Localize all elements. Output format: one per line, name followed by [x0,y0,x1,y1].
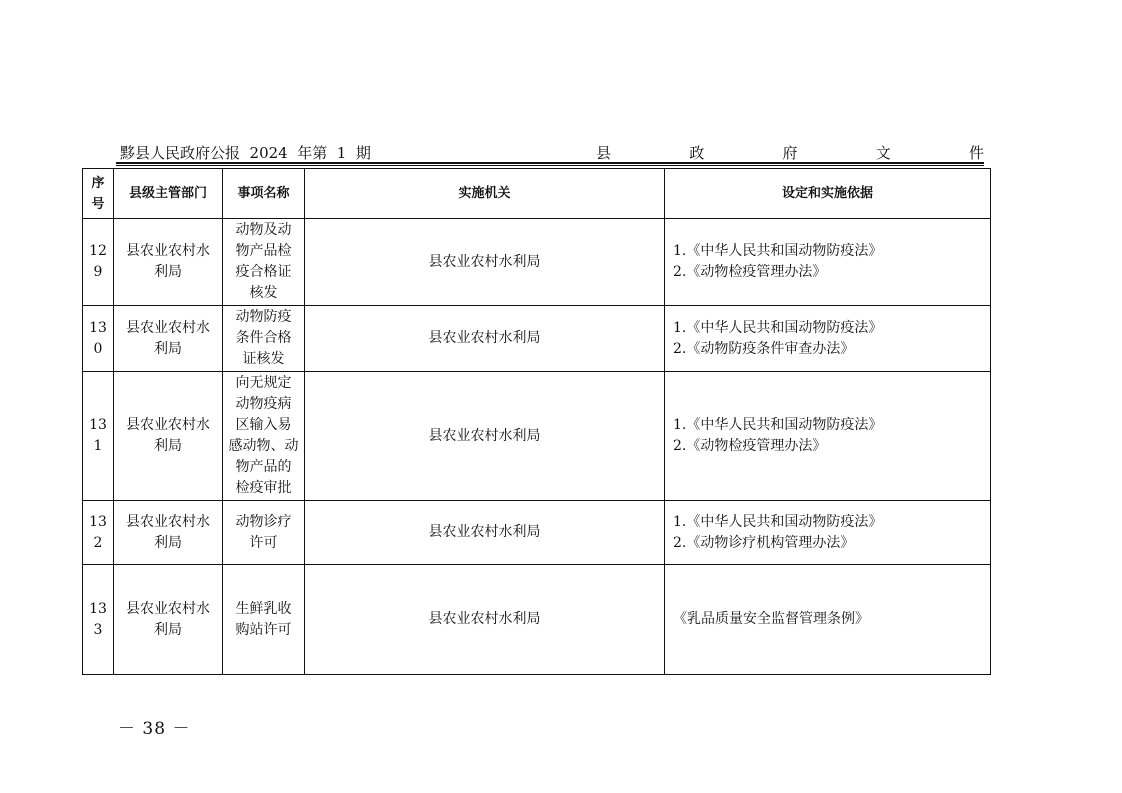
cell-item-name [223,306,305,372]
cell-item-name-line: 物产品检 [235,243,292,259]
approval-items-table [82,168,991,675]
cell-legal-basis-line: 《乳品质量安全监督管理条例》 [673,611,869,627]
cell-department-line: 县农业农村水 [126,417,210,433]
cell-index-line: 3 [93,621,103,638]
col-header-item: 事项名称 [223,169,305,219]
cell-item-name [223,372,305,501]
cell-index-line: 9 [93,264,103,280]
cell-index-line: 0 [93,340,103,357]
cell-department-line: 利局 [154,621,182,638]
cell-legal-basis-line: 2.《动物检疫管理办法》 [673,264,827,280]
cell-implementing-org: 县农业农村水利局 [305,219,665,306]
cell-legal-basis [665,565,991,675]
cell-legal-basis [665,219,991,306]
table-row [83,565,991,675]
cell-department-line: 县农业农村水 [126,513,210,530]
cell-legal-basis-line: 1.《中华人民共和国动物防疫法》 [673,243,883,259]
cell-item-name-line: 动物防疫 [235,309,292,325]
cell-index [83,306,114,372]
cell-department [114,219,223,306]
cell-implementing-org: 县农业农村水利局 [305,372,665,501]
cell-index-line: 13 [89,600,107,617]
page-number: － 38 － [118,719,191,739]
doc-type-char: 文 [875,144,891,162]
cell-item-name-line: 动物疫病 [235,396,292,412]
table-row [83,306,991,372]
cell-index [83,372,114,501]
cell-item-name-line: 向无规定 [235,375,292,391]
cell-department-line: 利局 [154,438,182,454]
cell-item-name-line: 物产品的 [235,459,292,475]
cell-item-name-line: 生鲜乳收 [235,600,292,617]
cell-item-name [223,501,305,565]
cell-index [83,219,114,306]
cell-department-line: 利局 [154,264,182,280]
col-header-idx-line: 号 [91,196,105,212]
cell-index-line: 13 [89,319,107,336]
cell-department [114,501,223,565]
page-header [116,140,984,162]
cell-index-line: 2 [93,534,103,551]
col-header-idx [83,169,114,219]
cell-department-line: 县农业农村水 [126,319,210,336]
cell-item-name-line: 许可 [249,534,278,551]
cell-item-name [223,219,305,306]
col-header-dept: 县级主管部门 [114,169,223,219]
cell-index-line: 13 [89,513,107,530]
doc-type-char: 政 [689,144,705,162]
cell-department-line: 利局 [154,534,182,551]
cell-item-name-line: 证核发 [242,351,285,367]
table-body [83,219,991,675]
doc-type-char: 县 [596,144,612,162]
table-header-row [83,169,991,219]
cell-department-line: 利局 [154,340,182,357]
col-header-basis: 设定和实施依据 [665,169,991,219]
col-header-idx-line: 序 [91,175,105,191]
cell-legal-basis [665,501,991,565]
cell-index-line: 12 [89,243,107,259]
cell-legal-basis [665,306,991,372]
cell-item-name [223,565,305,675]
cell-index-line: 1 [93,438,103,454]
cell-item-name-line: 疫合格证 [235,264,292,280]
cell-item-name-line: 动物及动 [235,222,292,238]
gazette-title: 黟县人民政府公报 2024 年第 1 期 [120,144,371,162]
cell-index [83,565,114,675]
table-row [83,501,991,565]
cell-department [114,565,223,675]
cell-item-name-line: 购站许可 [235,621,292,638]
cell-item-name-line: 检疫审批 [235,480,292,496]
cell-legal-basis-line: 2.《动物诊疗机构管理办法》 [673,534,855,551]
header-rule-thick [116,162,984,164]
col-header-org: 实施机关 [305,169,665,219]
cell-legal-basis-line: 1.《中华人民共和国动物防疫法》 [673,417,883,433]
doc-type-char: 件 [968,144,984,162]
cell-implementing-org: 县农业农村水利局 [305,501,665,565]
cell-item-name-line: 条件合格 [235,330,292,346]
cell-implementing-org: 县农业农村水利局 [305,306,665,372]
document-type-label [596,142,984,163]
cell-legal-basis-line: 2.《动物防疫条件审查办法》 [673,340,855,357]
cell-item-name-line: 区输入易 [235,417,292,433]
header-rule-thin [116,165,984,166]
cell-item-name-line: 动物诊疗 [235,513,292,530]
cell-implementing-org: 县农业农村水利局 [305,565,665,675]
cell-department [114,306,223,372]
cell-legal-basis [665,372,991,501]
cell-item-name-line: 核发 [249,285,278,301]
cell-index [83,501,114,565]
cell-legal-basis-line: 1.《中华人民共和国动物防疫法》 [673,319,883,336]
table-row [83,219,991,306]
cell-department [114,372,223,501]
cell-index-line: 13 [89,417,107,433]
cell-department-line: 县农业农村水 [126,600,210,617]
cell-item-name-line: 感动物、动 [228,438,299,454]
doc-type-char: 府 [782,144,798,162]
cell-department-line: 县农业农村水 [126,243,210,259]
table-row [83,372,991,501]
cell-legal-basis-line: 1.《中华人民共和国动物防疫法》 [673,513,883,530]
cell-legal-basis-line: 2.《动物检疫管理办法》 [673,438,827,454]
